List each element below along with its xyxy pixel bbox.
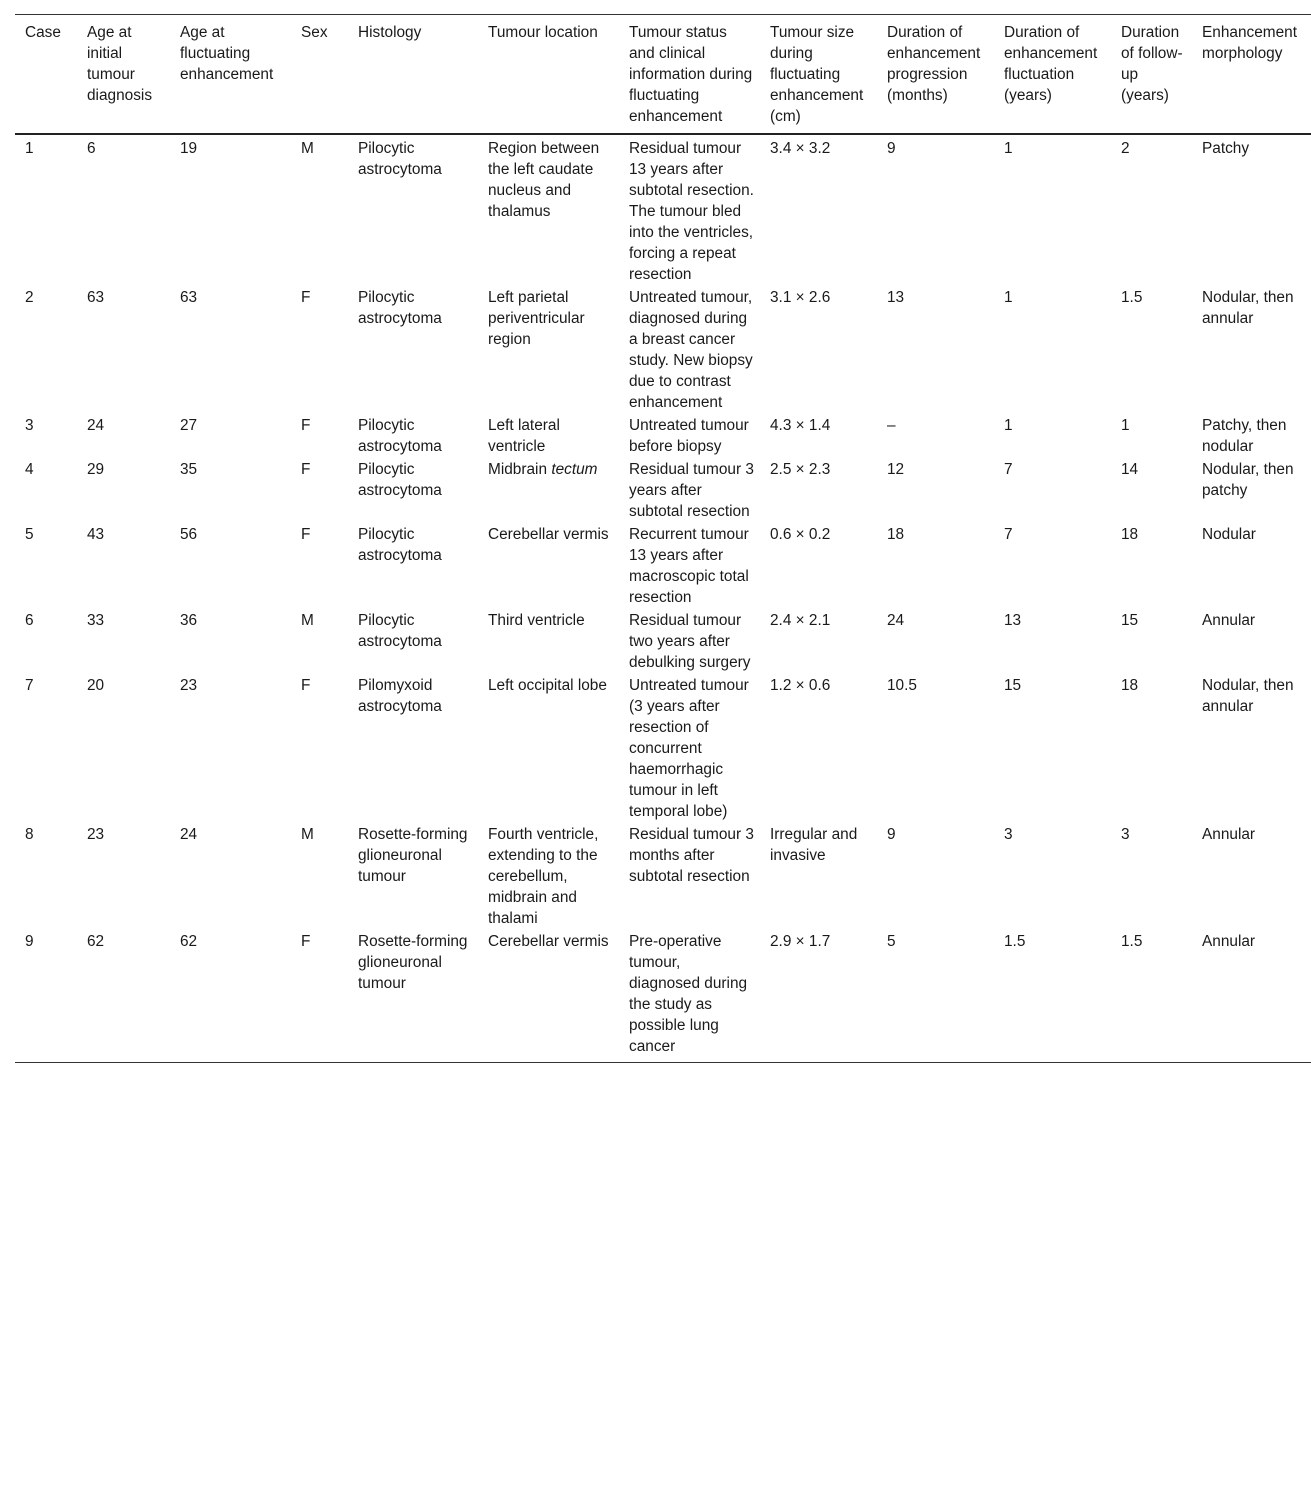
cell-progression: 5	[887, 933, 896, 950]
cell-sex: M	[301, 140, 314, 157]
table-container	[15, 14, 1311, 1063]
cell-progression: 9	[887, 140, 896, 157]
cell-histology: Pilomyxoid astrocytoma	[358, 677, 442, 715]
cell-age-fluctuating: 24	[180, 826, 198, 843]
cell-morphology: Nodular	[1202, 526, 1256, 543]
cell-size: 2.9 × 1.7	[770, 933, 831, 950]
table-row	[15, 134, 1311, 285]
cell-fluctuation: 13	[1004, 612, 1022, 629]
cell-case: 4	[25, 461, 34, 478]
cell-followup: 3	[1121, 826, 1130, 843]
cell-age-fluctuating: 63	[180, 289, 198, 306]
header-tumour-status: Tumour status and clinical information during fluctuating enhancement	[629, 24, 753, 125]
cell-histology: Rosette-forming glioneuronal tumour	[358, 826, 468, 885]
header-age-initial: Age at initial tumour diagnosis	[87, 24, 153, 104]
cell-progression: –	[887, 417, 896, 434]
cell-histology: Pilocytic astrocytoma	[358, 461, 442, 499]
cell-progression: 9	[887, 826, 896, 843]
cell-status: Residual tumour 3 months after subtotal resection	[629, 826, 754, 885]
cell-location: Left occipital lobe	[488, 677, 607, 694]
cell-progression: 13	[887, 289, 905, 306]
cell-progression: 18	[887, 526, 905, 543]
cell-morphology: Nodular, then annular	[1202, 677, 1294, 715]
cell-age-initial: 33	[87, 612, 105, 629]
cell-sex: F	[301, 417, 311, 434]
cell-histology: Pilocytic astrocytoma	[358, 417, 442, 455]
cell-followup: 1	[1121, 417, 1130, 434]
cell-histology: Pilocytic astrocytoma	[358, 526, 442, 564]
cell-location: Fourth ventricle, extending to the cerebellum, midbrain and thalami	[488, 826, 599, 927]
header-duration-progression: Duration of enhancement progression (months)	[887, 24, 981, 104]
cell-sex: F	[301, 289, 311, 306]
tumour-cases-table	[15, 14, 1311, 1063]
cell-age-fluctuating: 36	[180, 612, 198, 629]
table-row	[15, 929, 1311, 1063]
cell-morphology: Annular	[1202, 933, 1256, 950]
cell-histology: Pilocytic astrocytoma	[358, 289, 442, 327]
cell-age-fluctuating: 56	[180, 526, 198, 543]
cell-sex: F	[301, 677, 311, 694]
cell-morphology: Patchy	[1202, 140, 1250, 157]
header-tumour-location: Tumour location	[488, 24, 598, 41]
cell-case: 6	[25, 612, 34, 629]
cell-case: 2	[25, 289, 34, 306]
cell-location: Third ventricle	[488, 612, 585, 629]
cell-location: Left parietal periventricular region	[488, 289, 585, 348]
cell-followup: 1.5	[1121, 933, 1143, 950]
cell-morphology: Patchy, then nodular	[1202, 417, 1287, 455]
table-row	[15, 413, 1311, 457]
cell-fluctuation: 1.5	[1004, 933, 1026, 950]
cell-status: Untreated tumour (3 years after resection of concurrent haemorrhagic tumour in left temporal lobe)	[629, 677, 749, 820]
cell-fluctuation: 7	[1004, 526, 1013, 543]
cell-case: 1	[25, 140, 34, 157]
cell-status: Residual tumour 3 years after subtotal resection	[629, 461, 754, 520]
cell-age-fluctuating: 23	[180, 677, 198, 694]
table-header-row	[15, 15, 1311, 135]
cell-age-initial: 63	[87, 289, 105, 306]
cell-case: 9	[25, 933, 34, 950]
cell-case: 7	[25, 677, 34, 694]
table-row	[15, 673, 1311, 822]
table-row	[15, 522, 1311, 608]
cell-morphology: Annular	[1202, 612, 1256, 629]
cell-followup: 14	[1121, 461, 1139, 478]
cell-progression: 24	[887, 612, 905, 629]
header-duration-fluctuation: Duration of enhancement fluctuation (years)	[1004, 24, 1098, 104]
cell-followup: 2	[1121, 140, 1130, 157]
cell-status: Residual tumour 13 years after subtotal resection. The tumour bled into the ventricles, forcing a repeat resection	[629, 140, 754, 283]
cell-size: 3.1 × 2.6	[770, 289, 831, 306]
cell-fluctuation: 7	[1004, 461, 1013, 478]
cell-size: 4.3 × 1.4	[770, 417, 831, 434]
cell-age-fluctuating: 62	[180, 933, 198, 950]
header-sex: Sex	[301, 24, 328, 41]
header-case: Case	[25, 24, 61, 41]
cell-location	[478, 457, 619, 522]
table-row	[15, 285, 1311, 413]
cell-histology: Pilocytic astrocytoma	[358, 612, 442, 650]
cell-size: 3.4 × 3.2	[770, 140, 831, 157]
cell-sex: F	[301, 933, 311, 950]
cell-location-italic: tectum	[551, 461, 598, 478]
cell-followup: 18	[1121, 677, 1139, 694]
cell-status: Untreated tumour before biopsy	[629, 417, 749, 455]
cell-size: 2.4 × 2.1	[770, 612, 831, 629]
cell-status: Recurrent tumour 13 years after macroscopic total resection	[629, 526, 749, 606]
cell-location: Cerebellar vermis	[488, 526, 609, 543]
cell-age-initial: 62	[87, 933, 105, 950]
cell-age-initial: 6	[87, 140, 96, 157]
cell-fluctuation: 1	[1004, 289, 1013, 306]
cell-sex: F	[301, 461, 311, 478]
cell-followup: 1.5	[1121, 289, 1143, 306]
cell-case: 8	[25, 826, 34, 843]
cell-sex: M	[301, 612, 314, 629]
cell-sex: F	[301, 526, 311, 543]
cell-fluctuation: 1	[1004, 140, 1013, 157]
header-enhancement-morphology: Enhancement morphology	[1202, 24, 1297, 62]
cell-status: Untreated tumour, diagnosed during a breast cancer study. New biopsy due to contrast enhancement	[629, 289, 753, 411]
cell-age-initial: 29	[87, 461, 105, 478]
cell-fluctuation: 3	[1004, 826, 1013, 843]
cell-location: Region between the left caudate nucleus and thalamus	[488, 140, 600, 220]
cell-size: 0.6 × 0.2	[770, 526, 831, 543]
cell-size: 1.2 × 0.6	[770, 677, 831, 694]
cell-morphology: Nodular, then patchy	[1202, 461, 1294, 499]
header-histology: Histology	[358, 24, 422, 41]
cell-case: 5	[25, 526, 34, 543]
cell-location: Left lateral ventricle	[488, 417, 560, 455]
cell-case: 3	[25, 417, 34, 434]
cell-fluctuation: 1	[1004, 417, 1013, 434]
cell-progression: 10.5	[887, 677, 917, 694]
table-row	[15, 608, 1311, 673]
cell-location-text: Midbrain	[488, 461, 548, 478]
cell-age-fluctuating: 27	[180, 417, 198, 434]
cell-histology: Pilocytic astrocytoma	[358, 140, 442, 178]
cell-location: Cerebellar vermis	[488, 933, 609, 950]
cell-morphology: Nodular, then annular	[1202, 289, 1294, 327]
cell-sex: M	[301, 826, 314, 843]
header-duration-followup: Duration of follow-up (years)	[1121, 24, 1183, 104]
cell-age-fluctuating: 35	[180, 461, 198, 478]
cell-size: 2.5 × 2.3	[770, 461, 831, 478]
cell-status: Pre-operative tumour, diagnosed during the study as possible lung cancer	[629, 933, 748, 1055]
header-age-fluctuating: Age at fluctuating enhancement	[180, 24, 274, 83]
table-row	[15, 822, 1311, 929]
cell-age-initial: 23	[87, 826, 105, 843]
cell-age-fluctuating: 19	[180, 140, 198, 157]
cell-size: Irregular and invasive	[770, 826, 858, 864]
cell-followup: 15	[1121, 612, 1139, 629]
header-tumour-size: Tumour size during fluctuating enhancement (cm)	[770, 24, 864, 125]
cell-morphology: Annular	[1202, 826, 1256, 843]
cell-age-initial: 43	[87, 526, 105, 543]
cell-status: Residual tumour two years after debulking surgery	[629, 612, 751, 671]
cell-age-initial: 24	[87, 417, 105, 434]
cell-age-initial: 20	[87, 677, 105, 694]
cell-followup: 18	[1121, 526, 1139, 543]
cell-histology: Rosette-forming glioneuronal tumour	[358, 933, 468, 992]
table-row	[15, 457, 1311, 522]
cell-fluctuation: 15	[1004, 677, 1022, 694]
cell-progression: 12	[887, 461, 905, 478]
